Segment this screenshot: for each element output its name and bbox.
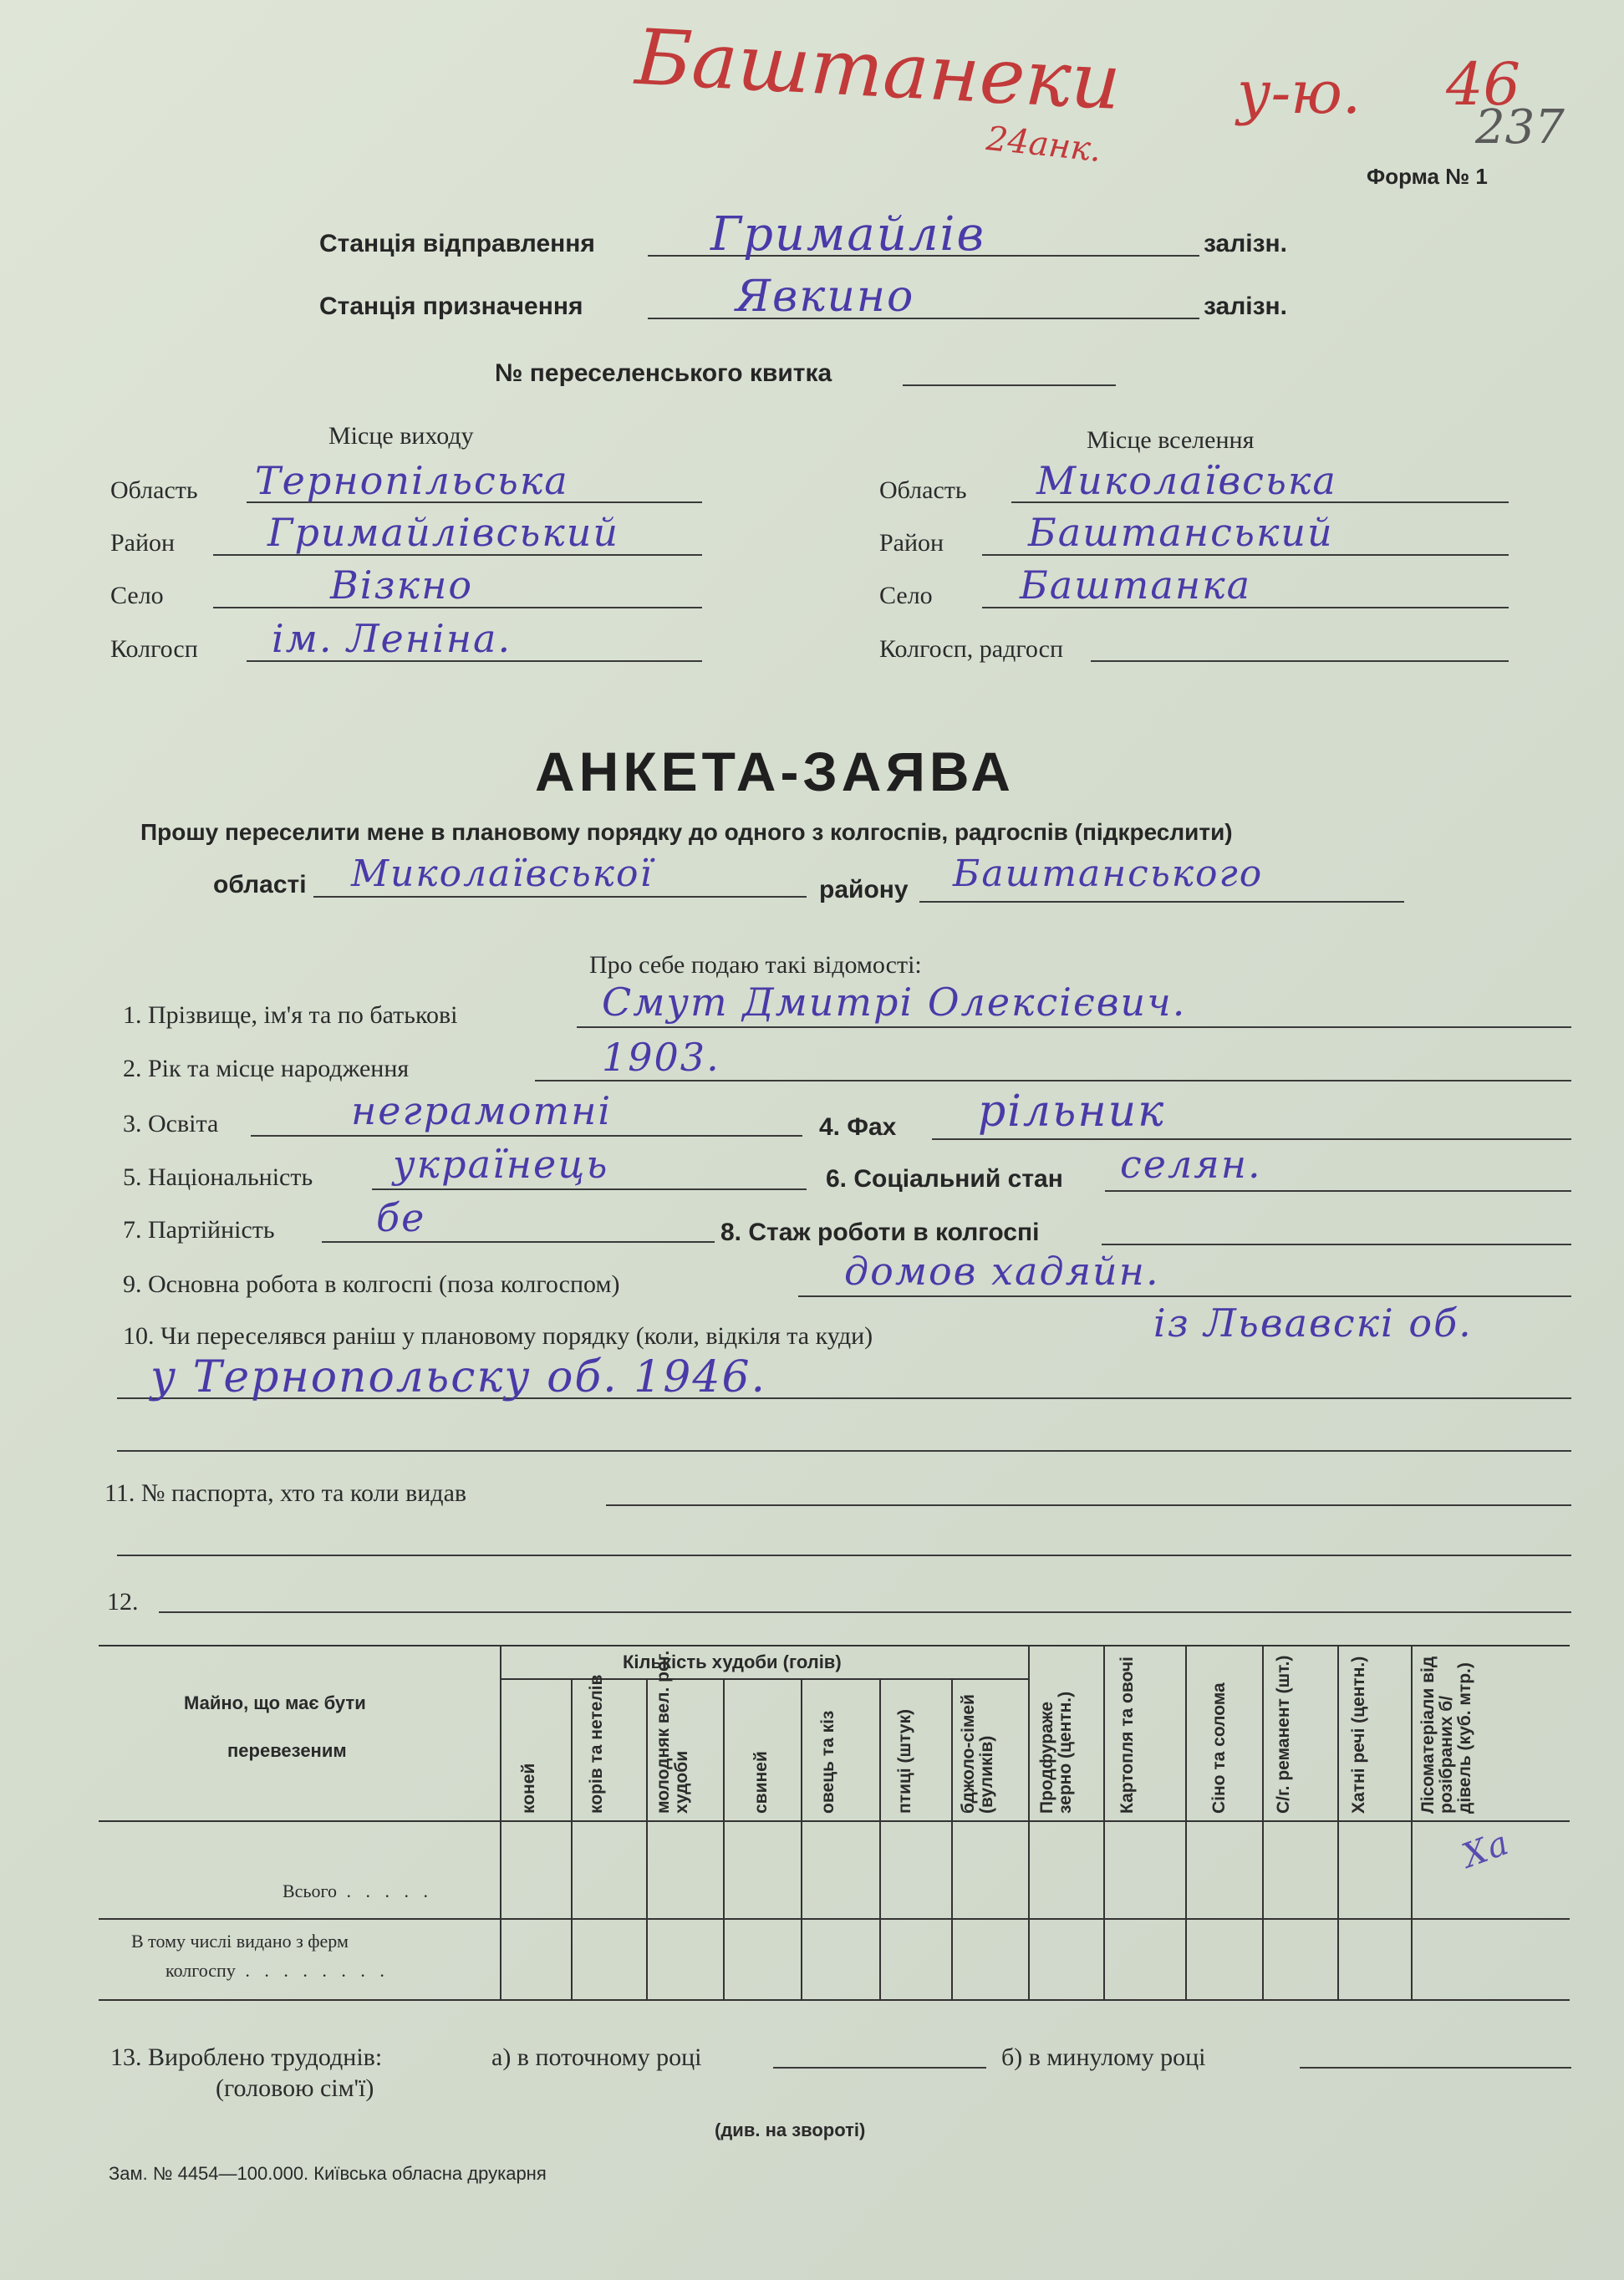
see-reverse-note: (див. на звороті) (715, 2120, 866, 2140)
table-divider-8 (1103, 1645, 1105, 1999)
row-total-label: Всього . . . . . (283, 1880, 433, 1901)
printer-imprint: Зам. № 4454—100.000. Київська обласна друкарня (109, 2163, 547, 2184)
field-9-label: 9. Основна робота в колгоспі (поза колгоспом) (123, 1270, 620, 1298)
workdays-sublabel: (головою сім'ї) (216, 2074, 374, 2102)
ticket-label: № переселенського квитка (495, 359, 832, 387)
property-header-line2: перевезеним (227, 1740, 347, 1761)
field-5-value: українець (393, 1142, 609, 1187)
field-9-line (798, 1295, 1571, 1297)
workdays-current-line (773, 2067, 986, 2069)
table-divider-0 (500, 1645, 501, 1999)
form-title: АНКЕТА-ЗАЯВА (535, 740, 1015, 802)
destination-rail-suffix: залізн. (1204, 293, 1287, 320)
departure-station-value: Гримайлів (710, 207, 986, 262)
field-12-label: 12. (107, 1588, 139, 1616)
intro-text: Про себе подаю такі відомості: (589, 951, 922, 979)
field-10-line-2 (117, 1450, 1571, 1452)
ticket-line (903, 384, 1116, 386)
table-total-row-border (99, 1918, 1570, 1920)
table-divider-9 (1185, 1645, 1187, 1999)
col-household-items: Хатні речі (центн.) (1349, 1656, 1368, 1814)
col-sheep-goats: овець та кіз (818, 1710, 837, 1814)
field-3-label: 3. Освіта (123, 1110, 219, 1137)
table-bottom-border (99, 1999, 1570, 2001)
field-2-value: 1903. (602, 1035, 720, 1080)
col-horses: коней (519, 1763, 538, 1814)
request-raion-value: Баштанського (953, 852, 1264, 895)
table-divider-5 (879, 1678, 881, 1999)
table-divider-2 (646, 1678, 648, 1999)
col-cows: корів та нетелів (587, 1674, 606, 1814)
table-divider-6 (951, 1678, 953, 1999)
workdays-previous-line (1300, 2067, 1571, 2069)
field-2-label: 2. Рік та місце народження (123, 1055, 410, 1082)
table-divider-3 (723, 1678, 725, 1999)
field-5-line (372, 1188, 807, 1190)
field-10-label: 10. Чи переселявся раніш у плановому порядку (коли, відкіля та куди) (123, 1322, 873, 1350)
field-7-value: бе (376, 1195, 426, 1240)
origin-selo-label: Село (110, 582, 164, 609)
col-young-cattle: молодняк вел. рог. худоби (654, 1650, 691, 1814)
col-grain-fodder: Продфураже зерно (центн.) (1037, 1691, 1075, 1814)
departure-station-label: Станція відправлення (319, 230, 595, 257)
origin-oblast-label: Область (110, 476, 198, 504)
table-divider-12 (1411, 1645, 1413, 1999)
row-total-text: Всього (283, 1880, 337, 1901)
field-6-label: 6. Соціальний стан (826, 1165, 1063, 1193)
destination-selo-value: Баштанка (1020, 562, 1252, 608)
origin-raion-label: Район (110, 529, 176, 557)
form-label: Форма № 1 (1367, 164, 1488, 189)
origin-kolhosp-label: Колгосп (110, 635, 198, 663)
field-11-label: 11. № паспорта, хто та коли видав (104, 1479, 467, 1507)
field-7-label: 7. Партійність (123, 1216, 275, 1244)
workdays-current-label: а) в поточному році (491, 2043, 702, 2071)
red-handwritten-number: 46 (1446, 50, 1521, 119)
red-handwritten-note: 24анк. (984, 119, 1103, 170)
row-farm-text: колгоспу (165, 1960, 236, 1981)
table-divider-7 (1028, 1645, 1030, 1999)
destination-heading: Місце вселення (1087, 426, 1255, 454)
field-4-line (932, 1138, 1571, 1140)
field-2-line (535, 1080, 1571, 1081)
table-divider-10 (1262, 1645, 1264, 1999)
origin-heading: Місце виходу (328, 422, 474, 450)
col-farm-tools: С/г. реманент (шт.) (1274, 1655, 1293, 1814)
property-header-line1: Майно, що має бути (184, 1692, 366, 1713)
request-raion-line (919, 901, 1404, 903)
red-handwritten-suffix: у-ю. (1237, 59, 1362, 127)
request-oblast-label: області (213, 871, 307, 898)
request-line: Прошу переселити мене в плановому порядку до одного з колгоспів, радгоспів (підкреслити) (140, 819, 1233, 845)
workdays-label: 13. Вироблено трудоднів: (110, 2043, 383, 2071)
request-oblast-value: Миколаївської (351, 852, 654, 895)
request-raion-label: району (819, 876, 909, 903)
field-11-line (606, 1504, 1571, 1506)
field-4-label: 4. Фах (819, 1113, 897, 1141)
col-bee-colonies: бджоло-сімей (вуликів) (959, 1694, 996, 1814)
col-poultry: птиці (штук) (895, 1709, 914, 1814)
workdays-previous-label: б) в минулому році (1001, 2043, 1206, 2071)
field-7-line (322, 1241, 715, 1243)
destination-station-label: Станція призначення (319, 293, 583, 320)
col-potatoes: Картопля та овочі (1117, 1657, 1137, 1814)
table-mark: Ха (1457, 1823, 1515, 1876)
row-farm-label-line1: В тому числі видано з ферм (131, 1931, 349, 1952)
field-12-line (159, 1611, 1571, 1613)
field-10-value-a: із Львавскі об. (1153, 1300, 1473, 1346)
col-hay-straw: Сіно та солома (1209, 1682, 1229, 1814)
destination-kolhosp-label: Колгосп, радгосп (879, 635, 1064, 663)
origin-kolhosp-value: ім. Леніна. (272, 616, 512, 661)
col-pigs: свиней (751, 1751, 771, 1814)
destination-station-value: Явкино (736, 272, 915, 322)
field-3-value: неграмотні (351, 1088, 613, 1133)
origin-selo-value: Візкно (330, 562, 474, 608)
table-divider-4 (801, 1678, 802, 1999)
destination-raion-label: Район (879, 529, 944, 557)
red-handwritten-name: Баштанеки (633, 12, 1123, 128)
departure-rail-suffix: залізн. (1204, 230, 1287, 257)
field-1-label: 1. Прізвище, ім'я та по батькові (123, 1001, 458, 1029)
field-1-value: Смут Дмитрі Олексієвич. (602, 980, 1187, 1025)
destination-oblast-value: Миколаївська (1036, 458, 1337, 503)
field-8-label: 8. Стаж роботи в колгоспі (720, 1219, 1040, 1246)
row-farm-label-line2: колгоспу . . . . . . . . (165, 1960, 389, 1981)
pencil-number: 237 (1475, 100, 1565, 155)
table-divider-1 (571, 1678, 573, 1999)
table-header-bottom-border (99, 1820, 1570, 1822)
origin-raion-value: Гримайлівський (267, 510, 620, 555)
field-9-value: домов хадяйн. (844, 1249, 1160, 1294)
request-oblast-line (313, 896, 807, 898)
destination-raion-value: Баштанський (1028, 510, 1334, 555)
field-6-value: селян. (1120, 1142, 1262, 1187)
field-4-value: рільник (978, 1087, 1166, 1137)
destination-kolhosp-line (1091, 660, 1509, 662)
field-11-line-2 (117, 1555, 1571, 1556)
table-divider-11 (1337, 1645, 1339, 1999)
destination-oblast-label: Область (879, 476, 967, 504)
field-1-line (577, 1026, 1571, 1028)
field-5-label: 5. Національність (123, 1163, 313, 1191)
field-10-value-b: у Тернопольску об. 1946. (150, 1352, 767, 1402)
field-6-line (1105, 1190, 1571, 1192)
field-8-line (1102, 1244, 1571, 1245)
field-3-line (251, 1135, 802, 1137)
livestock-header: Кількість худоби (голів) (623, 1651, 842, 1672)
origin-oblast-value: Тернопільська (255, 458, 569, 503)
col-timber: Лісоматеріали від розібраних б/дівель (куб. мтр.) (1418, 1656, 1474, 1814)
destination-station-line (648, 318, 1199, 319)
destination-selo-label: Село (879, 582, 933, 609)
